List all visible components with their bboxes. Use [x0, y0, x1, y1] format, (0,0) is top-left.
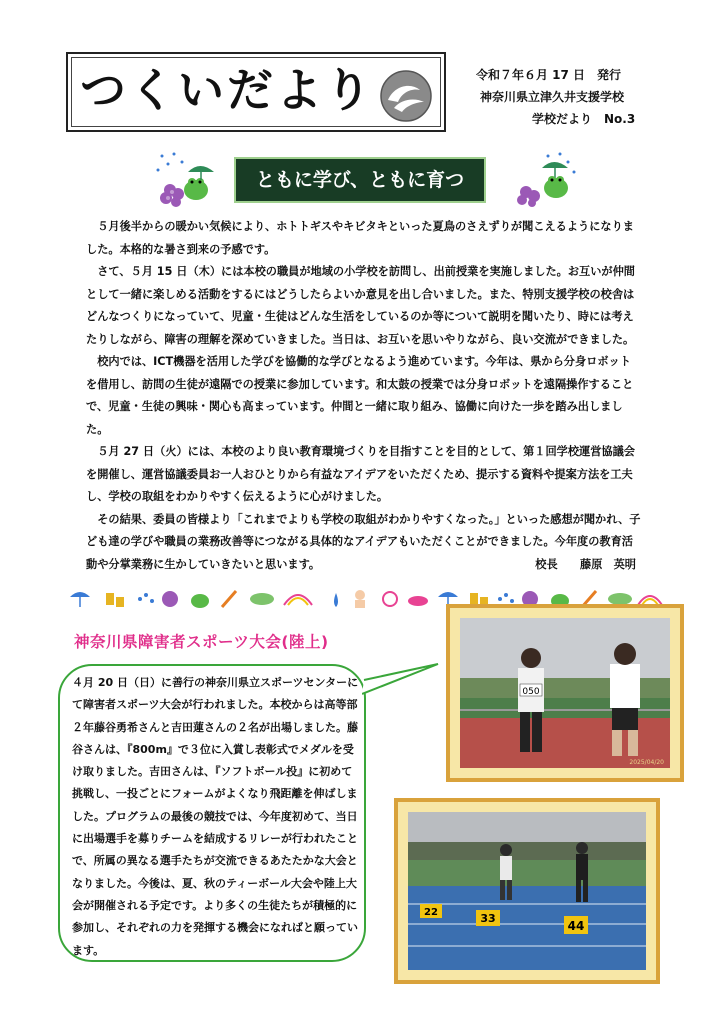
article-paragraph: ５月後半からの暖かい気候により、ホトトギスやキビタキといった夏鳥のさえずりが聞こえるようになりました。本格的な暑さ到来の予感です。: [86, 220, 634, 256]
lane-marker: 33: [480, 912, 496, 925]
hydrangea-frog-icon: [152, 150, 224, 208]
photo-relay: [394, 798, 660, 984]
article-paragraph: ５月 27 日（火）には、本校のより良い教育環境づくりを目指すことを目的として、第１回学校運営協議会を開催し、運営協議委員お一人おひとりから有益なアイデアをいただくため、提示する資料や提案方法を工夫し、学校の取組をわかりやすく伝えるように心がけました。: [86, 445, 635, 503]
photo-athletes: [446, 604, 684, 782]
school-name: 神奈川県立津久井支援学校: [480, 90, 625, 104]
newsletter-title: つくいだより: [80, 63, 374, 117]
newsletter-number: 学校だより No.3: [532, 112, 636, 126]
lane-marker: 22: [424, 907, 438, 918]
article-paragraph: その結果、委員の皆様より「これまでよりも学校の取組がわかりやすくなった。」といった感想が聞かれ、子ども達の学びや職員の業務改善等につながる具体的なアイデアもいただくことができました。今年度の教育活動や分掌業務に生かしていきたいと思います。: [86, 512, 641, 571]
sports-heading: 神奈川県障害者スポーツ大会(陸上): [74, 633, 329, 651]
section-banner: ともに学び、ともに育つ: [234, 157, 486, 203]
issue-info: [470, 64, 660, 130]
hydrangea-frog-icon: [508, 150, 580, 208]
photo-relay-image: [408, 812, 646, 970]
bib-number: 050: [522, 687, 540, 697]
article-paragraph: 校内では、ICT機器を活用した学びを協働的な学びとなるよう進めています。今年は、県から分身ロボットを借用し、訪問の生徒が遠隔での授業に参加しています。和太鼓の授業では分身ロボットを遠隔操作することで、児童・生徒の興味・関心も高まっています。仲間と一緒に取り組み、協働に向けた一歩を踏み出しました。: [86, 355, 634, 436]
article-paragraph: さて、５月 15 日（木）には本校の職員が地域の小学校を訪問し、出前授業を実施しました。お互いが仲間として一緒に楽しめる活動をするにはどうしたらよいか意見を出し合いました。また、特別支援学校の校舎はどんなつくりになっていて、児童・生徒はどんな生活をしているのか等について説明を聞いたり、時には考えたりしながら、障害の理解を深めていきました。当日は、お互いを思いやりながら、良い交流ができました。: [86, 265, 635, 346]
article-body: [86, 216, 642, 576]
date-stamp: 2025/04/20: [629, 759, 664, 766]
issue-date: 令和７年６月 17 日 発行: [476, 68, 622, 82]
lane-marker: 44: [567, 919, 585, 933]
photo-athletes-image: [460, 618, 670, 768]
newsletter-logo-icon: [380, 70, 432, 122]
principal-signature: 校長 藤原 英明: [535, 557, 636, 571]
speech-bubble-tail: [362, 660, 442, 700]
sports-article: ４月 20 日（日）に善行の神奈川県立スポーツセンターにて障害者スポーツ大会が行われました。本校からは高等部２年藤谷勇希さんと吉田蓮さんの２名が出場しました。藤谷さんは、『800m』で３位に入賞し表彰式でメダルを受け取りました。吉田さんは、『ソフトボール投』に初めて挑戦し、一投ごとにフォームがよくなり飛距離を伸ばしました。プログラムの最後の競技では、今年度初めて、当日に出場選手を募りチームを結成するリレーが行われたことで、所属の異なる選手たちが交流できるあたたかな大会となりました。今後は、夏、秋のティーボール大会や陸上大会が開催される予定です。より多くの生徒たちが積極的に参加し、それぞれの力を発揮する機会になればと願っています。: [72, 676, 359, 957]
